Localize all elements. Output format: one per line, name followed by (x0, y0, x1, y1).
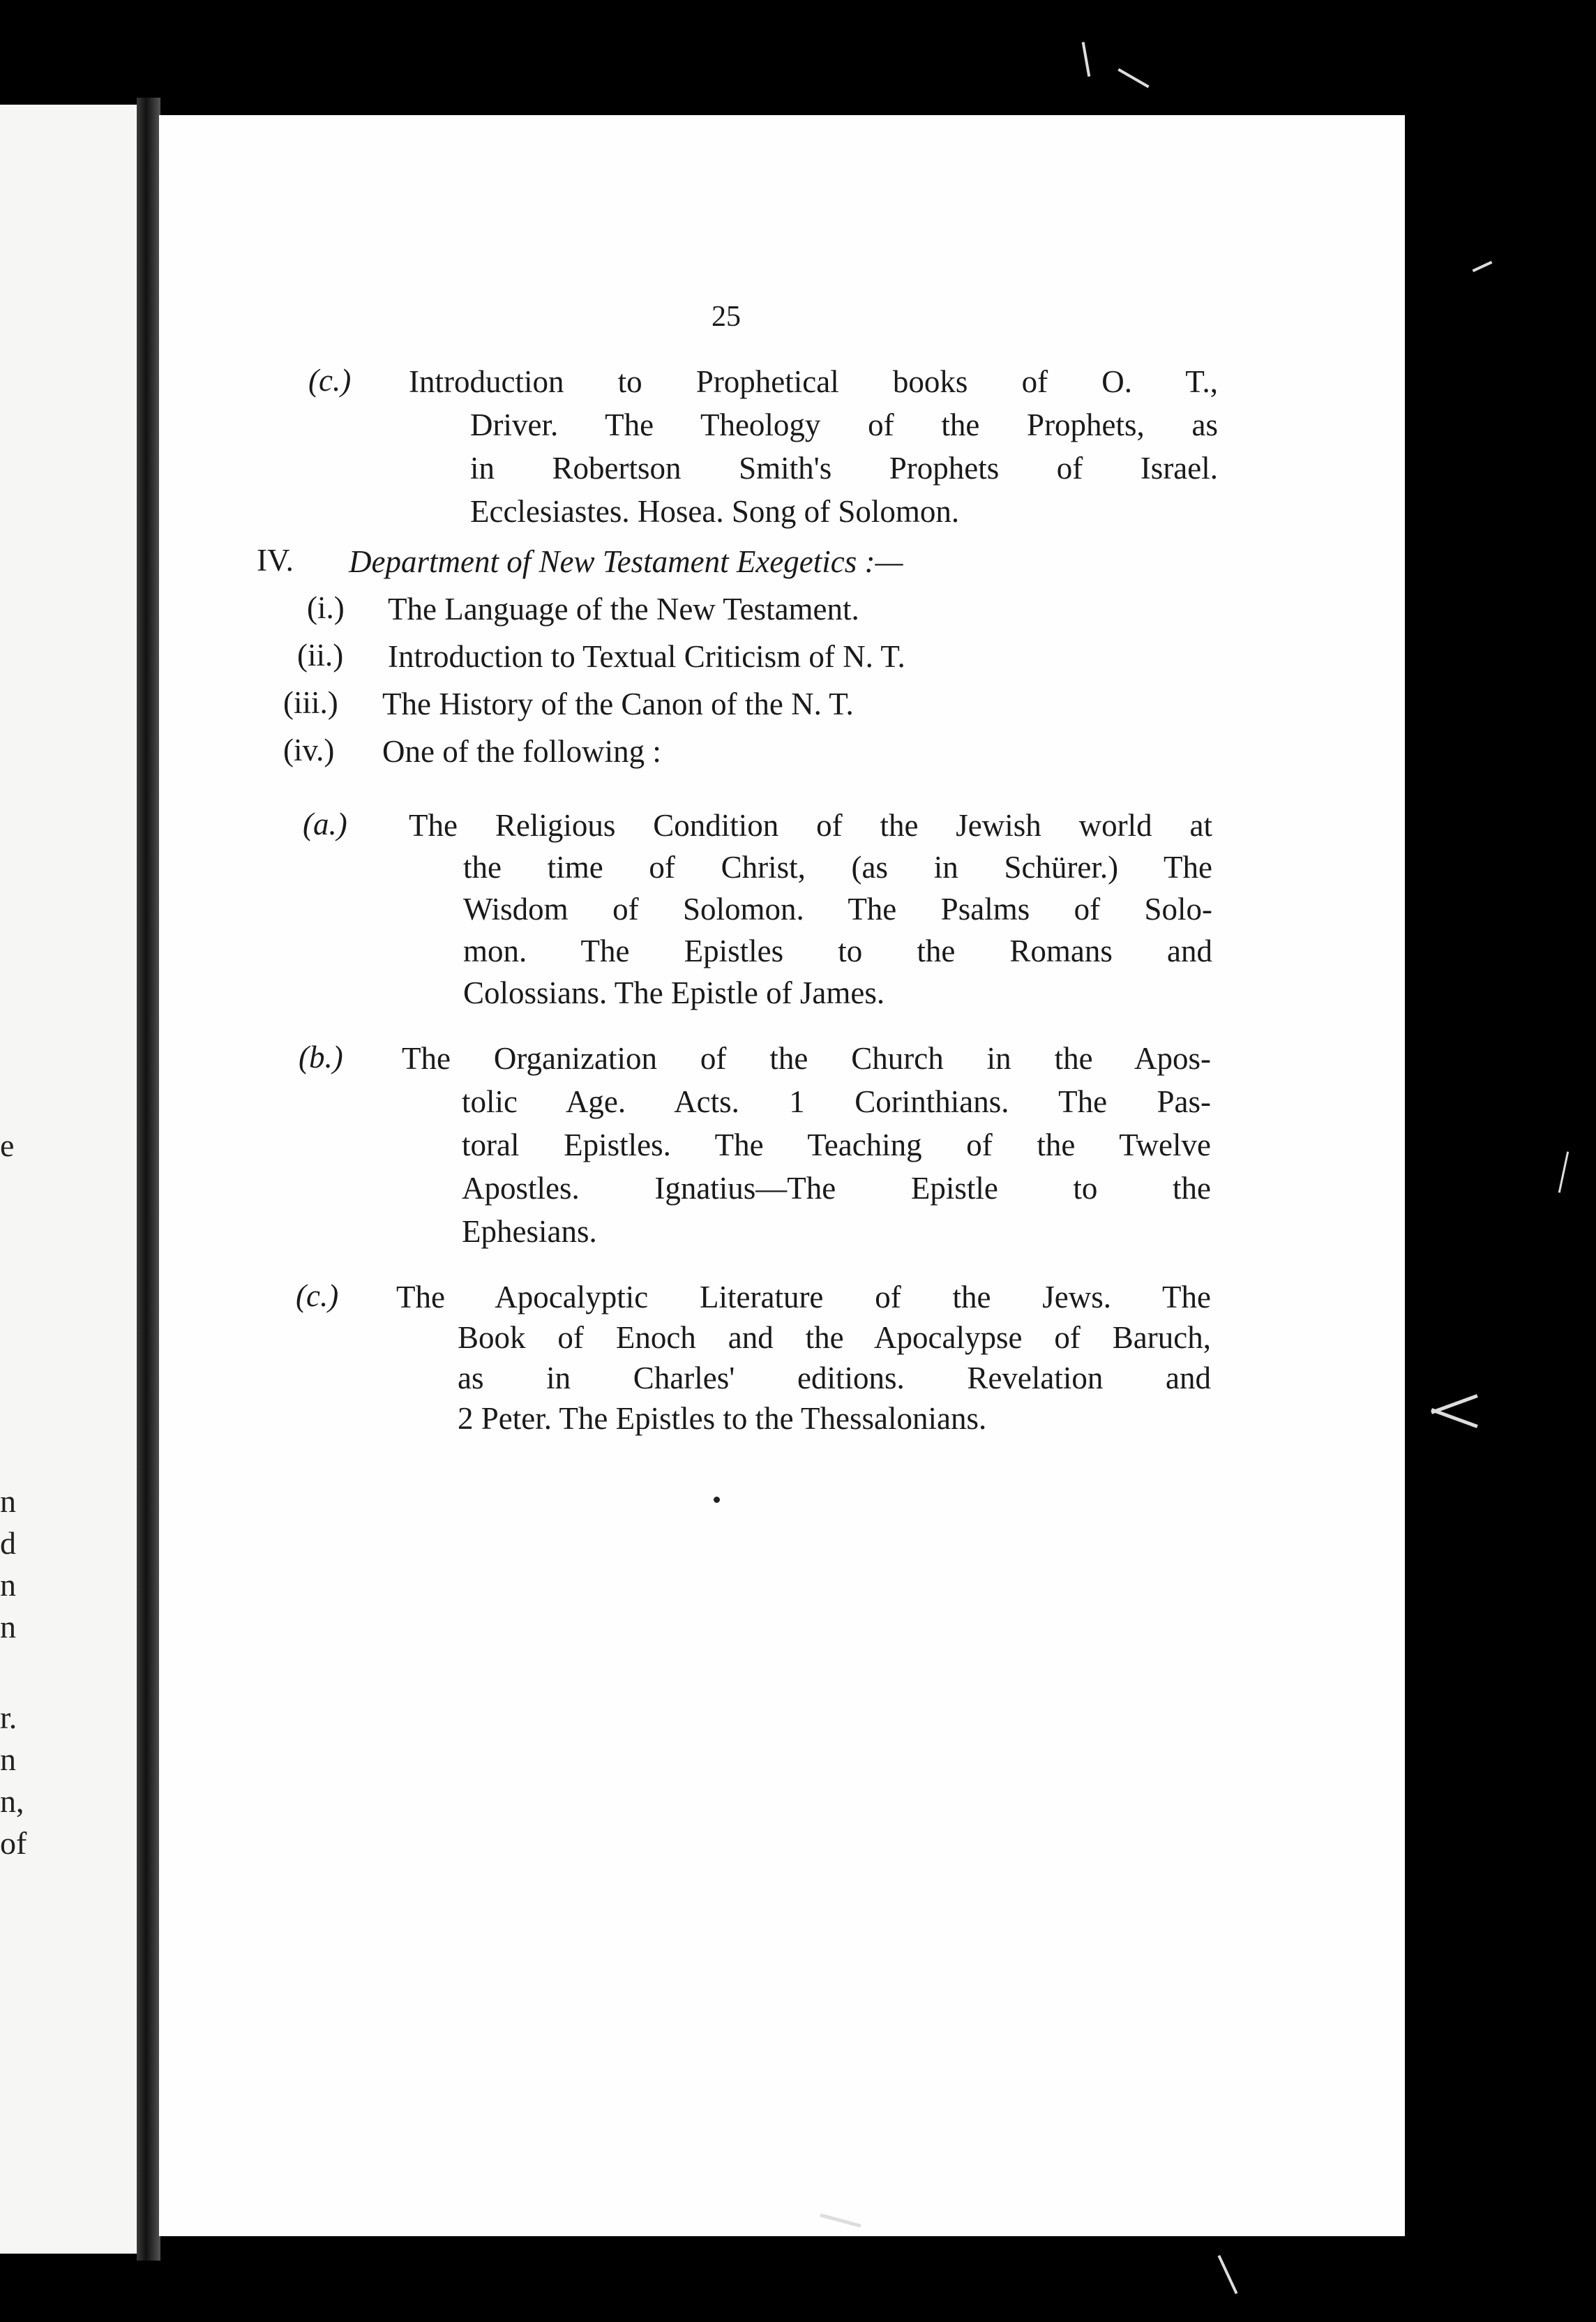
left-page-fragment: n (0, 1742, 16, 1777)
entry-line: Driver. The Theology of the Prophets, as (470, 407, 1218, 442)
option-line: the time of Christ, (as in Schürer.) The (463, 850, 1212, 885)
left-page-fragment: e (0, 1128, 15, 1163)
option-line: mon. The Epistles to the Romans and (463, 934, 1212, 968)
option-line: Apostles. Ignatius—The Epistle to the (462, 1171, 1211, 1206)
left-page-fragment: d (0, 1525, 16, 1561)
book-page (159, 115, 1405, 2236)
left-page-fragment: r. (0, 1700, 17, 1735)
item-text: Introduction to Textual Criticism of N. T. (388, 639, 905, 674)
ink-dot (714, 1497, 720, 1503)
option-line: Ephesians. (462, 1214, 597, 1249)
scan-speck (1082, 42, 1091, 77)
item-label: (ii.) (297, 638, 344, 673)
gutter-shadow (137, 98, 160, 2261)
page-number: 25 (712, 301, 741, 333)
option-label: (c.) (296, 1278, 339, 1313)
left-page-fragment: n (0, 1567, 16, 1603)
left-page-fragment: of (0, 1825, 27, 1861)
option-line: toral Epistles. The Teaching of the Twelve (462, 1128, 1211, 1162)
entry-line: Introduction to Prophetical books of O. T., (409, 364, 1218, 399)
option-line: 2 Peter. The Epistles to the Thessalonians. (458, 1401, 987, 1436)
left-page-edge (0, 105, 138, 2254)
item-text: The Language of the New Testament. (388, 592, 859, 627)
option-line: The Religious Condition of the Jewish world at (409, 808, 1212, 843)
scan-speck (1117, 68, 1149, 88)
option-line: The Apocalyptic Literature of the Jews. The (396, 1280, 1211, 1314)
item-text: The History of the Canon of the N. T. (382, 687, 854, 721)
scan-speck (1558, 1151, 1569, 1192)
option-label: (a.) (303, 807, 347, 841)
option-line: as in Charles' editions. Revelation and (458, 1361, 1211, 1395)
item-text: One of the following : (382, 734, 661, 769)
option-line: Book of Enoch and the Apocalypse of Baruch, (458, 1320, 1211, 1355)
section-heading: Department of New Testament Exegetics :— (349, 544, 903, 579)
left-page-fragment: n, (0, 1783, 24, 1819)
option-label: (b.) (299, 1040, 343, 1074)
option-line: The Organization of the Church in the Apos- (402, 1041, 1211, 1076)
item-label: (i.) (307, 590, 345, 625)
left-page-fragment: n (0, 1609, 16, 1645)
section-numeral: IV. (257, 543, 294, 578)
option-line: tolic Age. Acts. 1 Corinthians. The Pas- (462, 1084, 1211, 1119)
option-line: Wisdom of Solomon. The Psalms of Solo- (463, 892, 1212, 927)
option-line: Colossians. The Epistle of James. (463, 975, 885, 1010)
scan-speck (1473, 261, 1493, 272)
item-label: (iv.) (283, 733, 335, 767)
scan-speck (1431, 1408, 1477, 1428)
entry-line: in Robertson Smith's Prophets of Israel. (470, 451, 1218, 486)
entry-label: (c.) (308, 363, 352, 398)
scan-speck (1218, 2255, 1238, 2294)
item-label: (iii.) (283, 685, 338, 720)
entry-line: Ecclesiastes. Hosea. Song of Solomon. (470, 494, 960, 529)
left-page-fragment: n (0, 1483, 16, 1519)
